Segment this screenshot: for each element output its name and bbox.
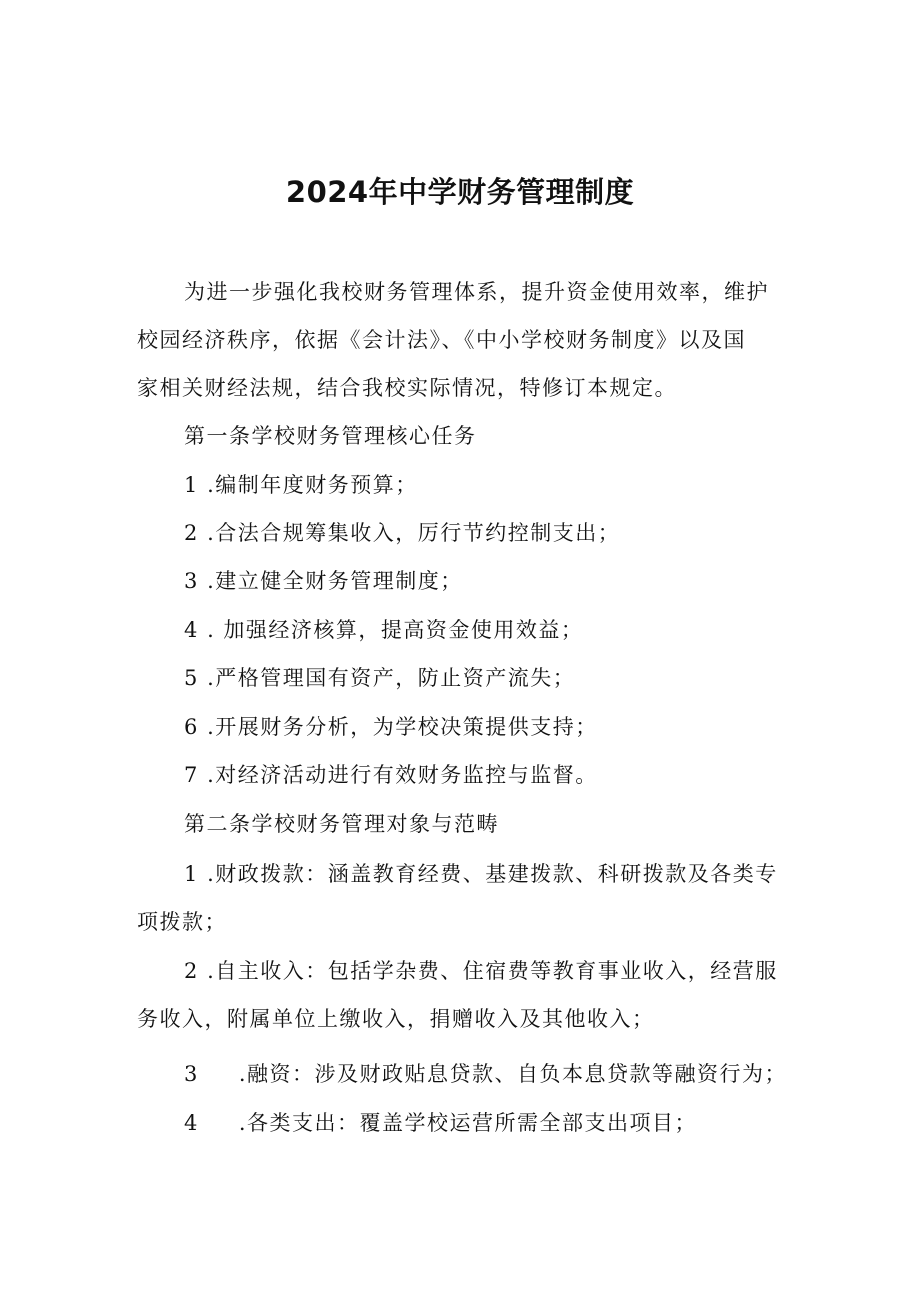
item-text: .严格管理国有资产，防止资产流失； (207, 666, 576, 690)
item-text: .合法合规筹集收入，厉行节约控制支出； (207, 521, 621, 545)
list-item (137, 947, 797, 995)
article-heading-text: 第一条学校财务管理核心任务 (184, 424, 477, 448)
item-text: .财政拨款：涵盖教育经费、基建拨款、科研拨款及各类专 (207, 862, 778, 886)
list-item (137, 850, 797, 898)
intro-line: 校园经济秩序，依据《会计法》、《中小学校财务制度》以及国 (137, 328, 746, 352)
list-item (137, 654, 797, 702)
item-text: .各类支出：覆盖学校运营所需全部支出项目； (238, 1111, 698, 1135)
item-text: .融资：涉及财政贴息贷款、自负本息贷款等融资行为； (238, 1062, 788, 1086)
article1-item (137, 461, 797, 509)
item-text: .编制年度财务预算； (207, 473, 418, 497)
article1-item (137, 509, 797, 557)
item-number: 6 (184, 715, 199, 739)
article1-heading (137, 412, 797, 460)
item-text-continued: 务收入，附属单位上缴收入，捐赠收入及其他收入； (137, 1007, 655, 1031)
item-number: 3 (184, 1062, 199, 1086)
item-number: 7 (184, 763, 199, 787)
list-item (137, 509, 797, 557)
item-number: 1 (184, 862, 199, 886)
list-item (137, 461, 797, 509)
item-text: .建立健全财务管理制度； (207, 569, 463, 593)
item-text: .对经济活动进行有效财务监控与监督。 (207, 763, 598, 787)
article2-item (137, 1050, 797, 1098)
item-text: .自主收入：包括学杂费、住宿费等教育事业收入，经营服 (207, 959, 778, 983)
list-item (137, 1099, 797, 1147)
article1-item (137, 557, 797, 605)
item-number: 4 (184, 1111, 199, 1135)
article2-item (137, 947, 797, 1043)
article2-item (137, 850, 797, 946)
list-item (137, 606, 797, 654)
item-number: 3 (184, 569, 199, 593)
item-number: 2 (184, 521, 199, 545)
list-item (137, 1050, 797, 1098)
intro-paragraph (137, 268, 797, 412)
intro-line: 家相关财经法规，结合我校实际情况，特修订本规定。 (137, 376, 677, 400)
intro-line: 为进一步强化我校财务管理体系，提升资金使用效率，维护 (184, 280, 769, 304)
item-text: . 加强经济核算，提高资金使用效益； (207, 618, 584, 642)
list-item (137, 703, 797, 751)
article1-item (137, 751, 797, 799)
article1-item (137, 703, 797, 751)
article2-item (137, 1099, 797, 1147)
article2-heading (137, 800, 797, 848)
item-number: 5 (184, 666, 199, 690)
item-text-continued: 项拨款； (137, 910, 227, 934)
article1-item (137, 606, 797, 654)
article-heading-text: 第二条学校财务管理对象与范畴 (184, 812, 499, 836)
item-number: 4 (184, 618, 199, 642)
article1-item (137, 654, 797, 702)
list-item (137, 751, 797, 799)
item-text: .开展财务分析，为学校决策提供支持； (207, 715, 598, 739)
list-item (137, 557, 797, 605)
document-title: 2024年中学财务管理制度 (285, 175, 635, 209)
item-number: 2 (184, 959, 199, 983)
item-number: 1 (184, 473, 199, 497)
